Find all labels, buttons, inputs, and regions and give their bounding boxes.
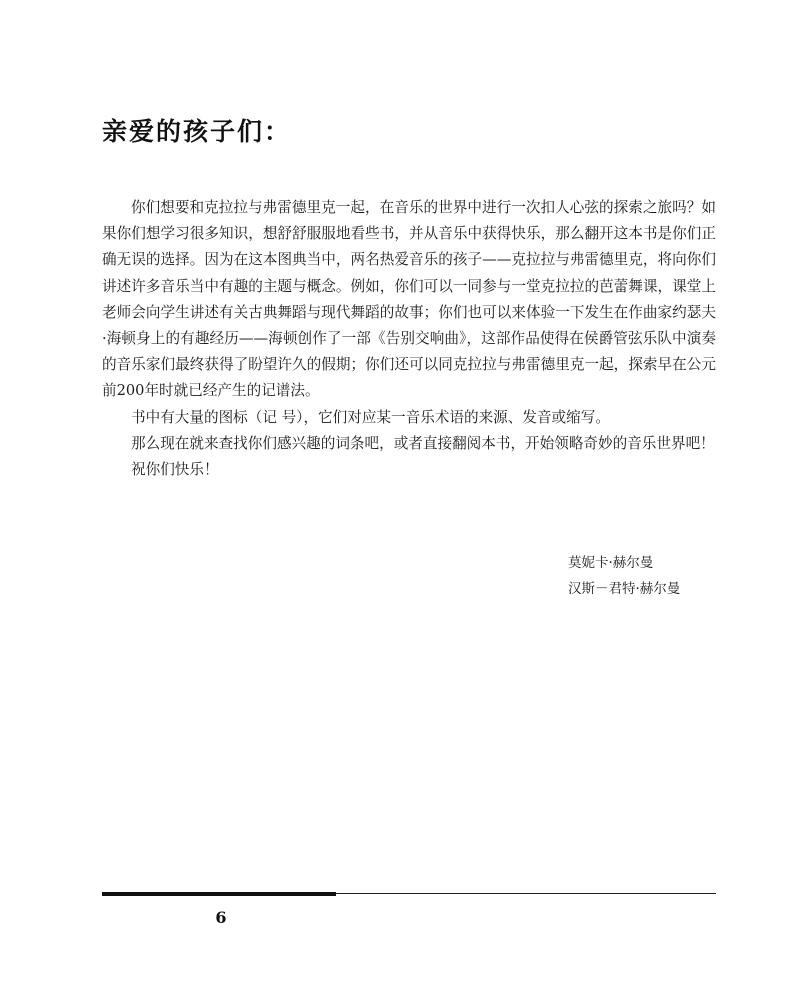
paragraph-icons: 书中有大量的图标（记 号），它们对应某一音乐术语的来源、发音或缩写。 (131, 408, 610, 426)
signature-block (568, 550, 680, 602)
letter-heading: 亲爱的孩子们： (102, 117, 292, 146)
paragraph-closing: 祝你们快乐！ (131, 461, 219, 479)
paragraph-explore: 那么现在就来查找你们感兴趣的词条吧，或者直接翻阅本书，开始领略奇妙的音乐世界吧！ (131, 434, 715, 452)
page-number: 6 (215, 908, 227, 927)
signature-author-1: 莫妮卡·赫尔曼 (568, 555, 654, 571)
paragraph-intro: 你们想要和克拉拉与弗雷德里克一起，在音乐的世界中进行一次扣人心弦的探索之旅吗？如果你们想学习很多知识，想舒舒服服地看些书，并从音乐中获得快乐，那么翻开这本书是你们正确无误的选择。因为在这本图典当中，两名热爱音乐的孩子——克拉拉与弗雷德里克，将向你们讲述许多音乐当中有趣的主题与概念。例如，你们可以一同参与一堂克拉拉的芭蕾舞课，课堂上老师会向学生讲述有关古典舞蹈与现代舞蹈的故事；你们也可以来体验一下发生在作曲家约瑟夫·海顿身上的有趣经历——海顿创作了一部《告别交响曲》，这部作品使得在侯爵管弦乐队中演奏的音乐家们最终获得了盼望许久的假期；你们还可以同克拉拉与弗雷德里克一起，探索早在公元前200年时就已经产生的记谱法。 (102, 199, 716, 400)
signature-author-2: 汉斯－君特·赫尔曼 (568, 581, 681, 597)
footer-rule-accent (102, 892, 336, 896)
letter-body (102, 195, 716, 483)
